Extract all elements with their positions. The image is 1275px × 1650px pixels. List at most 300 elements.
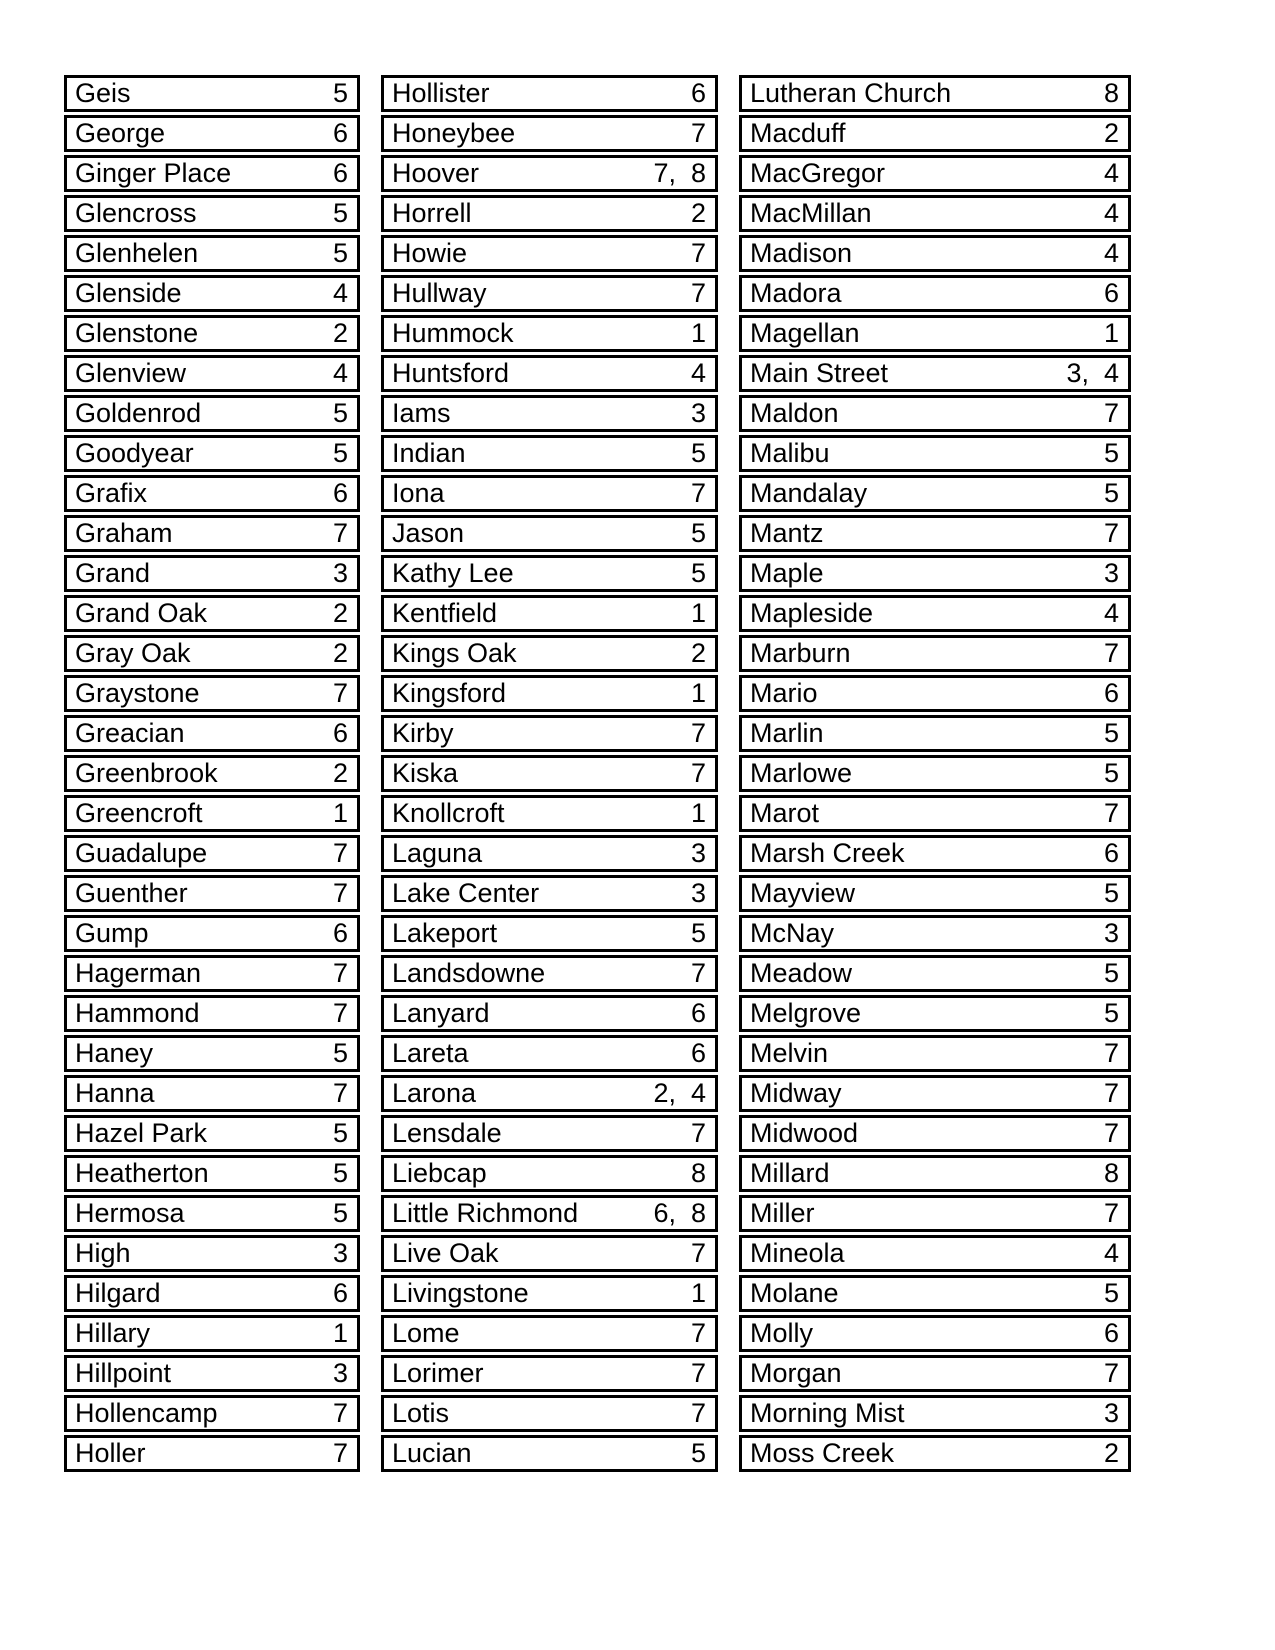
street-name: Grand Oak xyxy=(75,598,208,628)
street-name: MacGregor xyxy=(750,158,886,188)
grid-number: 4 xyxy=(1103,1238,1119,1268)
table-row xyxy=(381,675,718,712)
street-name: Lake Center xyxy=(392,878,540,908)
street-name: Lensdale xyxy=(392,1118,502,1148)
street-name: Hummock xyxy=(392,318,514,348)
street-name: Graham xyxy=(75,518,173,548)
table-row xyxy=(381,595,718,632)
street-name: Knollcroft xyxy=(392,798,505,828)
street-name: Mapleside xyxy=(750,598,874,628)
street-name: Mandalay xyxy=(750,478,868,508)
grid-number: 3 xyxy=(332,558,348,588)
table-row xyxy=(739,1035,1131,1072)
street-name: Liebcap xyxy=(392,1158,487,1188)
street-name: George xyxy=(75,118,166,148)
table-row xyxy=(64,475,360,512)
table-row xyxy=(739,1195,1131,1232)
street-name: Hillary xyxy=(75,1318,151,1348)
table-row xyxy=(739,835,1131,872)
street-name: Kiska xyxy=(392,758,459,788)
table-row xyxy=(64,435,360,472)
grid-number: 5 xyxy=(690,1438,706,1468)
street-name: Hagerman xyxy=(75,958,202,988)
grid-number: 7 xyxy=(1103,518,1119,548)
grid-number: 5 xyxy=(1103,478,1119,508)
table-row xyxy=(381,795,718,832)
table-row xyxy=(64,1235,360,1272)
grid-number: 7 xyxy=(1103,638,1119,668)
street-name: Graystone xyxy=(75,678,200,708)
grid-number: 2 xyxy=(332,638,348,668)
grid-number: 4 xyxy=(690,358,706,388)
table-row xyxy=(64,955,360,992)
street-name: Glenstone xyxy=(75,318,199,348)
street-name: Hollister xyxy=(392,78,490,108)
grid-number: 3 xyxy=(1103,918,1119,948)
street-name: Hilgard xyxy=(75,1278,161,1308)
street-name: Marsh Creek xyxy=(750,838,905,868)
street-name: Larona xyxy=(392,1078,477,1108)
grid-number: 2 xyxy=(332,758,348,788)
grid-number: 5 xyxy=(332,1198,348,1228)
table-row xyxy=(64,1075,360,1112)
grid-number: 6 xyxy=(332,1278,348,1308)
table-row xyxy=(381,1435,718,1472)
grid-number: 7 xyxy=(1103,398,1119,428)
street-name: Lorimer xyxy=(392,1358,484,1388)
table-row xyxy=(64,515,360,552)
table-row xyxy=(64,1395,360,1432)
grid-number: 5 xyxy=(690,918,706,948)
grid-number: 7 xyxy=(690,958,706,988)
table-row xyxy=(739,595,1131,632)
street-name: Hazel Park xyxy=(75,1118,208,1148)
grid-number: 6, 8 xyxy=(653,1198,706,1228)
grid-number: 6 xyxy=(1103,278,1119,308)
street-name: Molane xyxy=(750,1278,839,1308)
grid-number: 6 xyxy=(332,158,348,188)
street-name: Hermosa xyxy=(75,1198,185,1228)
grid-number: 2 xyxy=(1103,118,1119,148)
table-row xyxy=(381,195,718,232)
grid-number: 3 xyxy=(690,838,706,868)
street-name: Little Richmond xyxy=(392,1198,579,1228)
street-name: Iona xyxy=(392,478,445,508)
street-name: Lakeport xyxy=(392,918,498,948)
grid-number: 5 xyxy=(332,198,348,228)
street-name: Guadalupe xyxy=(75,838,208,868)
table-row xyxy=(64,555,360,592)
grid-number: 4 xyxy=(1103,238,1119,268)
street-name: Greenbrook xyxy=(75,758,218,788)
grid-number: 4 xyxy=(1103,598,1119,628)
grid-number: 3, 4 xyxy=(1066,358,1119,388)
grid-number: 1 xyxy=(1103,318,1119,348)
grid-number: 6 xyxy=(690,78,706,108)
table-row xyxy=(381,755,718,792)
street-name: Main Street xyxy=(750,358,889,388)
grid-number: 6 xyxy=(332,118,348,148)
street-name: Maple xyxy=(750,558,824,588)
grid-number: 5 xyxy=(690,438,706,468)
street-name: Glenhelen xyxy=(75,238,199,268)
table-row xyxy=(739,1435,1131,1472)
table-row xyxy=(739,115,1131,152)
grid-number: 7 xyxy=(1103,1118,1119,1148)
table-row xyxy=(381,1115,718,1152)
table-row xyxy=(739,315,1131,352)
street-name: Greacian xyxy=(75,718,185,748)
street-name: Heatherton xyxy=(75,1158,209,1188)
street-name: Moss Creek xyxy=(750,1438,895,1468)
street-name: Hammond xyxy=(75,998,200,1028)
table-row xyxy=(739,915,1131,952)
table-row xyxy=(381,915,718,952)
grid-number: 1 xyxy=(332,1318,348,1348)
grid-number: 5 xyxy=(332,238,348,268)
street-name: Kingsford xyxy=(392,678,507,708)
grid-number: 5 xyxy=(1103,878,1119,908)
street-name: Maldon xyxy=(750,398,839,428)
street-name: Iams xyxy=(392,398,451,428)
street-name: Holler xyxy=(75,1438,146,1468)
grid-number: 7 xyxy=(332,1438,348,1468)
grid-number: 2 xyxy=(1103,1438,1119,1468)
table-row xyxy=(739,995,1131,1032)
grid-number: 3 xyxy=(332,1238,348,1268)
street-name: Macduff xyxy=(750,118,846,148)
table-row xyxy=(381,435,718,472)
street-name: Miller xyxy=(750,1198,815,1228)
table-row xyxy=(739,75,1131,112)
street-name: Hoover xyxy=(392,158,480,188)
table-row xyxy=(381,1315,718,1352)
grid-number: 7 xyxy=(690,478,706,508)
table-row xyxy=(64,1435,360,1472)
table-row xyxy=(64,995,360,1032)
street-name: Grand xyxy=(75,558,151,588)
table-row xyxy=(381,155,718,192)
table-row xyxy=(739,1315,1131,1352)
table-row xyxy=(381,75,718,112)
table-row xyxy=(739,275,1131,312)
grid-number: 5 xyxy=(1103,438,1119,468)
grid-number: 5 xyxy=(332,1118,348,1148)
street-name: Greencroft xyxy=(75,798,203,828)
street-name: Jason xyxy=(392,518,465,548)
grid-number: 8 xyxy=(1103,78,1119,108)
grid-number: 3 xyxy=(1103,558,1119,588)
grid-number: 5 xyxy=(1103,958,1119,988)
street-name: Mantz xyxy=(750,518,824,548)
street-name: McNay xyxy=(750,918,835,948)
table-row xyxy=(381,1035,718,1072)
grid-number: 2 xyxy=(690,638,706,668)
grid-number: 3 xyxy=(690,878,706,908)
table-row xyxy=(381,955,718,992)
grid-number: 6 xyxy=(1103,838,1119,868)
grid-number: 7, 8 xyxy=(653,158,706,188)
street-index-column-3 xyxy=(739,75,1131,1472)
grid-number: 7 xyxy=(690,278,706,308)
table-row xyxy=(64,235,360,272)
table-row xyxy=(381,1155,718,1192)
table-row xyxy=(739,355,1131,392)
table-row xyxy=(381,315,718,352)
table-row xyxy=(64,875,360,912)
table-row xyxy=(64,275,360,312)
grid-number: 7 xyxy=(690,1398,706,1428)
grid-number: 3 xyxy=(690,398,706,428)
table-row xyxy=(381,1075,718,1112)
table-row xyxy=(381,835,718,872)
street-name: Geis xyxy=(75,78,131,108)
table-row xyxy=(739,1395,1131,1432)
street-name: Meadow xyxy=(750,958,853,988)
table-row xyxy=(64,355,360,392)
grid-number: 7 xyxy=(332,878,348,908)
street-name: Molly xyxy=(750,1318,814,1348)
grid-number: 7 xyxy=(1103,798,1119,828)
table-row xyxy=(739,195,1131,232)
street-name: Horrell xyxy=(392,198,472,228)
street-name: Hanna xyxy=(75,1078,155,1108)
grid-number: 2, 4 xyxy=(653,1078,706,1108)
street-name: Glencross xyxy=(75,198,197,228)
street-name: Glenside xyxy=(75,278,182,308)
table-row xyxy=(64,675,360,712)
table-row xyxy=(739,875,1131,912)
table-row xyxy=(64,1355,360,1392)
grid-number: 6 xyxy=(332,918,348,948)
street-name: Huntsford xyxy=(392,358,510,388)
grid-number: 2 xyxy=(332,318,348,348)
table-row xyxy=(64,1155,360,1192)
grid-number: 7 xyxy=(690,1238,706,1268)
table-row xyxy=(739,1155,1131,1192)
grid-number: 7 xyxy=(690,238,706,268)
grid-number: 3 xyxy=(1103,1398,1119,1428)
table-row xyxy=(739,555,1131,592)
grid-number: 4 xyxy=(332,358,348,388)
street-name: Gray Oak xyxy=(75,638,191,668)
table-row xyxy=(739,1275,1131,1312)
grid-number: 6 xyxy=(332,718,348,748)
street-name: Lome xyxy=(392,1318,460,1348)
grid-number: 5 xyxy=(1103,718,1119,748)
table-row xyxy=(739,1355,1131,1392)
table-row xyxy=(739,1115,1131,1152)
street-name: Goldenrod xyxy=(75,398,202,428)
grid-number: 7 xyxy=(1103,1198,1119,1228)
street-name: Grafix xyxy=(75,478,148,508)
street-name: Hillpoint xyxy=(75,1358,172,1388)
table-row xyxy=(381,1275,718,1312)
street-name: Lucian xyxy=(392,1438,472,1468)
grid-number: 7 xyxy=(690,1358,706,1388)
street-name: Howie xyxy=(392,238,468,268)
grid-number: 7 xyxy=(1103,1358,1119,1388)
street-name: Gump xyxy=(75,918,149,948)
grid-number: 7 xyxy=(332,958,348,988)
table-row xyxy=(739,675,1131,712)
street-name: Hullway xyxy=(392,278,487,308)
street-name: High xyxy=(75,1238,131,1268)
table-row xyxy=(64,1035,360,1072)
table-row xyxy=(64,715,360,752)
grid-number: 5 xyxy=(332,1038,348,1068)
street-name: Goodyear xyxy=(75,438,194,468)
table-row xyxy=(64,1315,360,1352)
street-name: Marlin xyxy=(750,718,824,748)
street-name: Madora xyxy=(750,278,842,308)
grid-number: 8 xyxy=(690,1158,706,1188)
street-name: Melgrove xyxy=(750,998,862,1028)
table-row xyxy=(381,1355,718,1392)
street-name: Livingstone xyxy=(392,1278,529,1308)
table-row xyxy=(381,635,718,672)
grid-number: 6 xyxy=(690,998,706,1028)
table-row xyxy=(64,595,360,632)
grid-number: 1 xyxy=(690,798,706,828)
grid-number: 7 xyxy=(690,758,706,788)
grid-number: 7 xyxy=(690,118,706,148)
table-row xyxy=(739,235,1131,272)
grid-number: 2 xyxy=(690,198,706,228)
grid-number: 8 xyxy=(1103,1158,1119,1188)
street-name: Indian xyxy=(392,438,466,468)
grid-number: 7 xyxy=(332,998,348,1028)
street-name: Marot xyxy=(750,798,820,828)
street-name: Mineola xyxy=(750,1238,845,1268)
street-name: Kathy Lee xyxy=(392,558,514,588)
grid-number: 5 xyxy=(1103,1278,1119,1308)
street-name: Lotis xyxy=(392,1398,450,1428)
table-row xyxy=(64,755,360,792)
table-row xyxy=(381,395,718,432)
street-name: Hollencamp xyxy=(75,1398,218,1428)
table-row xyxy=(381,995,718,1032)
street-name: Marburn xyxy=(750,638,851,668)
table-row xyxy=(739,955,1131,992)
street-name: Morgan xyxy=(750,1358,842,1388)
table-row xyxy=(64,195,360,232)
table-row xyxy=(739,475,1131,512)
table-row xyxy=(64,1195,360,1232)
street-name: Live Oak xyxy=(392,1238,499,1268)
table-row xyxy=(381,1235,718,1272)
grid-number: 5 xyxy=(332,1158,348,1188)
table-row xyxy=(64,1275,360,1312)
grid-number: 1 xyxy=(690,678,706,708)
grid-number: 5 xyxy=(1103,998,1119,1028)
grid-number: 7 xyxy=(332,518,348,548)
table-row xyxy=(739,515,1131,552)
grid-number: 5 xyxy=(690,518,706,548)
grid-number: 5 xyxy=(332,438,348,468)
table-row xyxy=(381,355,718,392)
street-name: Ginger Place xyxy=(75,158,232,188)
street-name: MacMillan xyxy=(750,198,872,228)
table-row xyxy=(381,115,718,152)
grid-number: 3 xyxy=(332,1358,348,1388)
grid-number: 6 xyxy=(1103,1318,1119,1348)
table-row xyxy=(739,635,1131,672)
street-name: Kings Oak xyxy=(392,638,517,668)
grid-number: 1 xyxy=(690,1278,706,1308)
street-index-column-1 xyxy=(64,75,360,1472)
street-name: Landsdowne xyxy=(392,958,546,988)
table-row xyxy=(381,875,718,912)
table-row xyxy=(739,435,1131,472)
table-row xyxy=(739,155,1131,192)
grid-number: 5 xyxy=(690,558,706,588)
grid-number: 7 xyxy=(690,718,706,748)
street-name: Kirby xyxy=(392,718,454,748)
grid-number: 4 xyxy=(1103,158,1119,188)
table-row xyxy=(64,915,360,952)
grid-number: 7 xyxy=(690,1118,706,1148)
street-name: Glenview xyxy=(75,358,187,388)
table-row xyxy=(381,235,718,272)
grid-number: 5 xyxy=(332,398,348,428)
street-name: Millard xyxy=(750,1158,830,1188)
street-name: Lareta xyxy=(392,1038,469,1068)
table-row xyxy=(381,475,718,512)
street-name: Lutheran Church xyxy=(750,78,952,108)
table-row xyxy=(739,795,1131,832)
street-name: Madison xyxy=(750,238,853,268)
table-row xyxy=(64,1115,360,1152)
table-row xyxy=(739,395,1131,432)
grid-number: 7 xyxy=(1103,1078,1119,1108)
table-row xyxy=(64,395,360,432)
street-name: Mayview xyxy=(750,878,856,908)
table-row xyxy=(739,1075,1131,1112)
street-index-tables xyxy=(64,75,1131,1472)
street-name: Kentfield xyxy=(392,598,498,628)
table-row xyxy=(64,155,360,192)
table-row xyxy=(64,115,360,152)
grid-number: 7 xyxy=(332,1398,348,1428)
table-row xyxy=(381,275,718,312)
table-row xyxy=(64,75,360,112)
grid-number: 7 xyxy=(332,678,348,708)
grid-number: 7 xyxy=(332,838,348,868)
table-row xyxy=(381,515,718,552)
street-name: Lanyard xyxy=(392,998,490,1028)
table-row xyxy=(64,635,360,672)
grid-number: 1 xyxy=(690,598,706,628)
grid-number: 6 xyxy=(690,1038,706,1068)
grid-number: 2 xyxy=(332,598,348,628)
table-row xyxy=(64,315,360,352)
grid-number: 4 xyxy=(1103,198,1119,228)
grid-number: 6 xyxy=(332,478,348,508)
table-row xyxy=(739,715,1131,752)
street-name: Midway xyxy=(750,1078,842,1108)
street-name: Laguna xyxy=(392,838,483,868)
table-row xyxy=(739,755,1131,792)
table-row xyxy=(64,835,360,872)
grid-number: 5 xyxy=(332,78,348,108)
grid-number: 5 xyxy=(1103,758,1119,788)
table-row xyxy=(381,715,718,752)
street-name: Haney xyxy=(75,1038,154,1068)
grid-number: 7 xyxy=(1103,1038,1119,1068)
street-name: Midwood xyxy=(750,1118,859,1148)
table-row xyxy=(381,1395,718,1432)
